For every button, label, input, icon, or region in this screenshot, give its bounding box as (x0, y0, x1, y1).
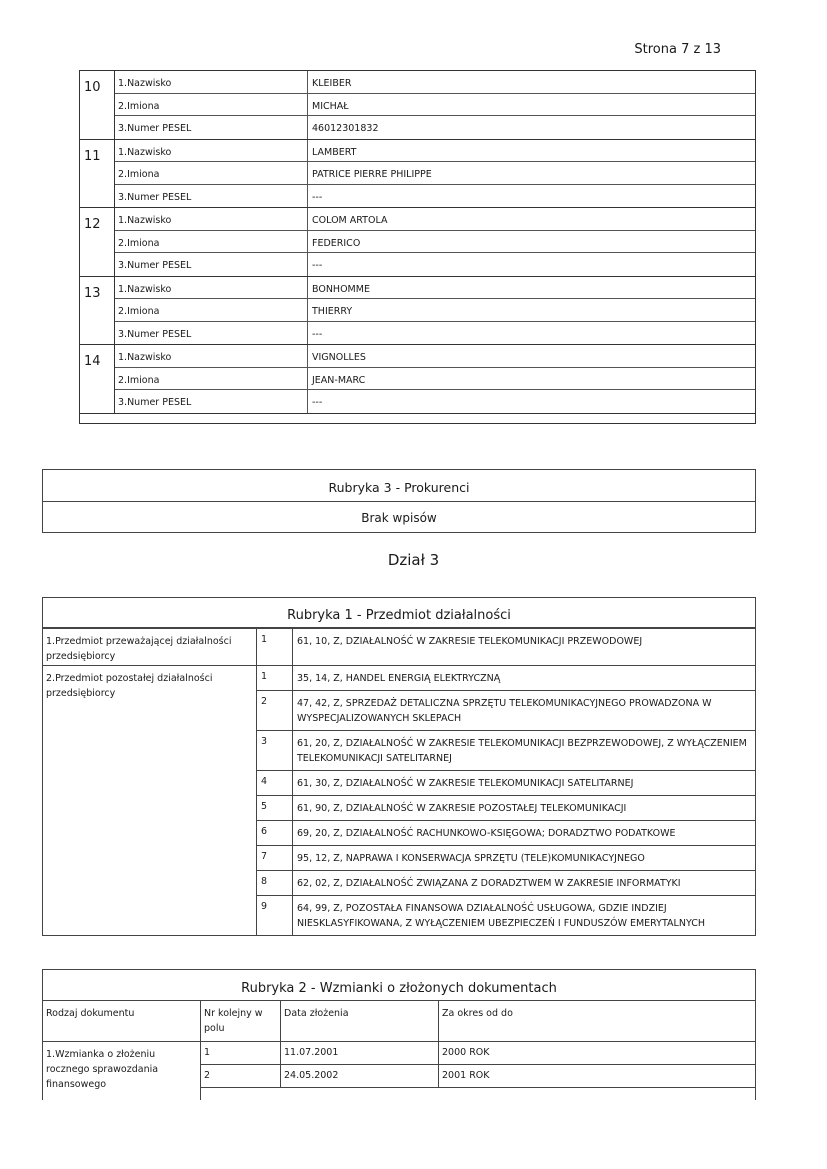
activity-item (257, 796, 755, 821)
activity-text: 35, 14, Z, HANDEL ENERGIĄ ELEKTRYCZNĄ (297, 673, 501, 684)
activity-no: 9 (257, 896, 293, 935)
activity-text: 62, 02, Z, DZIAŁALNOŚĆ ZWIĄZANA Z DORADZTWEM W ZAKRESIE INFORMATYKI (297, 878, 681, 889)
names-value: THIERRY (312, 306, 353, 317)
names-label: 2.Imiona (115, 162, 308, 184)
activity-item (257, 871, 755, 896)
person-number: 13 (80, 277, 115, 345)
main-activity-group (43, 628, 755, 665)
activity-no: 1 (257, 666, 293, 690)
surname-label: 1.Nazwisko (115, 140, 308, 162)
column-header: Data złożenia (281, 1001, 439, 1041)
rubryka3-title: Rubryka 3 - Prokurenci (43, 470, 755, 502)
names-value: MICHAŁ (312, 100, 349, 112)
activity-no: 8 (257, 871, 293, 895)
page-number: Strona 7 z 13 (634, 42, 721, 57)
rubryka1-box (42, 597, 756, 936)
activity-item (257, 666, 755, 691)
surname-value: BONHOMME (312, 283, 370, 295)
person-entry (80, 345, 755, 414)
activity-text: 61, 30, Z, DZIAŁALNOŚĆ W ZAKRESIE TELEKOMUNIKACJI SATELITARNEJ (297, 778, 634, 789)
activity-item (257, 731, 755, 771)
activity-text: 64, 99, Z, POZOSTAŁA FINANSOWA DZIAŁALNOŚĆ USŁUGOWA, GDZIE INDZIEJ NIESKLASYFIKOWANA, Z WYŁĄCZENIEM UBEZPIECZEŃ I FUNDUSZÓW EMERYTALNYCH (297, 903, 705, 929)
person-number: 11 (80, 140, 115, 208)
names-value: JEAN-MARC (312, 374, 366, 386)
activity-item (257, 691, 755, 731)
activity-no: 6 (257, 821, 293, 845)
rubryka3-content: Brak wpisów (361, 511, 437, 525)
surname-value: LAMBERT (312, 146, 357, 158)
activity-text: 95, 12, Z, NAPRAWA I KONSERWACJA SPRZĘTU (TELE)KOMUNIKACYJNEGO (297, 853, 645, 864)
person-entry (80, 71, 755, 140)
column-header: Za okres od do (442, 1008, 513, 1019)
table-row (201, 1065, 755, 1088)
surname-value: VIGNOLLES (312, 352, 366, 363)
doc-number: 2 (201, 1065, 281, 1087)
table-end-row (80, 414, 755, 424)
pesel-value: --- (312, 397, 323, 408)
rubryka3-box (42, 469, 756, 533)
other-activity-group (43, 665, 755, 935)
activity-text: 61, 10, Z, DZIAŁALNOŚĆ W ZAKRESIE TELEKOMUNIKACJI PRZEWODOWEJ (297, 636, 643, 647)
pesel-label: 3.Numer PESEL (115, 253, 308, 276)
person-entry (80, 140, 755, 209)
section-title: Dział 3 (387, 551, 440, 569)
person-number: 10 (80, 71, 115, 139)
surname-label: 1.Nazwisko (115, 345, 308, 367)
names-value: FEDERICO (312, 237, 361, 249)
activity-item (257, 771, 755, 796)
doc-period: 2001 ROK (442, 1070, 490, 1081)
activity-no: 2 (257, 691, 293, 730)
surname-label: 1.Nazwisko (115, 208, 308, 230)
surname-label: 1.Nazwisko (115, 71, 308, 93)
doc-date: 24.05.2002 (281, 1065, 439, 1087)
activity-item (257, 896, 755, 935)
activity-item (257, 821, 755, 846)
names-label: 2.Imiona (115, 368, 308, 390)
person-entry (80, 277, 755, 346)
activity-text: 47, 42, Z, SPRZEDAŻ DETALICZNA SPRZĘTU TELEKOMUNIKACYJNEGO PROWADZONA W WYSPECJALIZOWANYCH SKLEPACH (297, 698, 712, 724)
pesel-label: 3.Numer PESEL (115, 185, 308, 208)
rubryka1-title: Rubryka 1 - Przedmiot działalności (43, 598, 755, 628)
pesel-value: --- (312, 260, 323, 271)
pesel-label: 3.Numer PESEL (115, 116, 308, 139)
names-label: 2.Imiona (115, 231, 308, 253)
documents-group (43, 1042, 755, 1100)
pesel-value: --- (312, 328, 323, 340)
names-label: 2.Imiona (115, 299, 308, 321)
pesel-label: 3.Numer PESEL (115, 322, 308, 345)
other-activity-label: 2.Przedmiot pozostałej działalności przedsiębiorcy (43, 666, 257, 935)
main-activity-label: 1.Przedmiot przeważającej działalności przedsiębiorcy (43, 629, 257, 665)
activity-no: 1 (257, 629, 293, 665)
activity-no: 4 (257, 771, 293, 795)
person-number: 14 (80, 345, 115, 413)
column-header: Nr kolejny w polu (201, 1001, 281, 1041)
activity-no: 7 (257, 846, 293, 870)
person-entry (80, 208, 755, 277)
person-number: 12 (80, 208, 115, 276)
rubryka2-box (42, 969, 756, 1100)
doc-period: 2000 ROK (442, 1047, 490, 1058)
activity-text: 61, 20, Z, DZIAŁALNOŚĆ W ZAKRESIE TELEKOMUNIKACJI BEZPRZEWODOWEJ, Z WYŁĄCZENIEM TELEKOMUNIKACJI SATELITARNEJ (297, 738, 747, 764)
activity-item (257, 846, 755, 871)
activity-item (257, 629, 755, 665)
activity-text: 69, 20, Z, DZIAŁALNOŚĆ RACHUNKOWO-KSIĘGOWA; DORADZTWO PODATKOWE (297, 828, 676, 839)
activity-no: 3 (257, 731, 293, 770)
column-headers (43, 1001, 755, 1042)
persons-table (79, 70, 756, 424)
pesel-value: 46012301832 (312, 123, 379, 134)
pesel-label: 3.Numer PESEL (115, 390, 308, 413)
doc-number: 1 (201, 1042, 281, 1064)
table-continuation (201, 1088, 755, 1100)
column-header: Rodzaj dokumentu (43, 1001, 201, 1041)
table-row (201, 1042, 755, 1065)
rubryka2-title: Rubryka 2 - Wzmianki o złożonych dokumentach (43, 970, 755, 1001)
document-type-label: 1.Wzmianka o złożeniu rocznego sprawozdania finansowego (43, 1042, 201, 1100)
doc-date: 11.07.2001 (281, 1042, 439, 1064)
names-label: 2.Imiona (115, 94, 308, 116)
activity-no: 5 (257, 796, 293, 820)
pesel-value: --- (312, 191, 323, 203)
activity-text: 61, 90, Z, DZIAŁALNOŚĆ W ZAKRESIE POZOSTAŁEJ TELEKOMUNIKACJI (297, 803, 627, 814)
surname-label: 1.Nazwisko (115, 277, 308, 299)
surname-value: COLOM ARTOLA (312, 215, 388, 226)
surname-value: KLEIBER (312, 78, 352, 89)
names-value: PATRICE PIERRE PHILIPPE (312, 169, 432, 180)
